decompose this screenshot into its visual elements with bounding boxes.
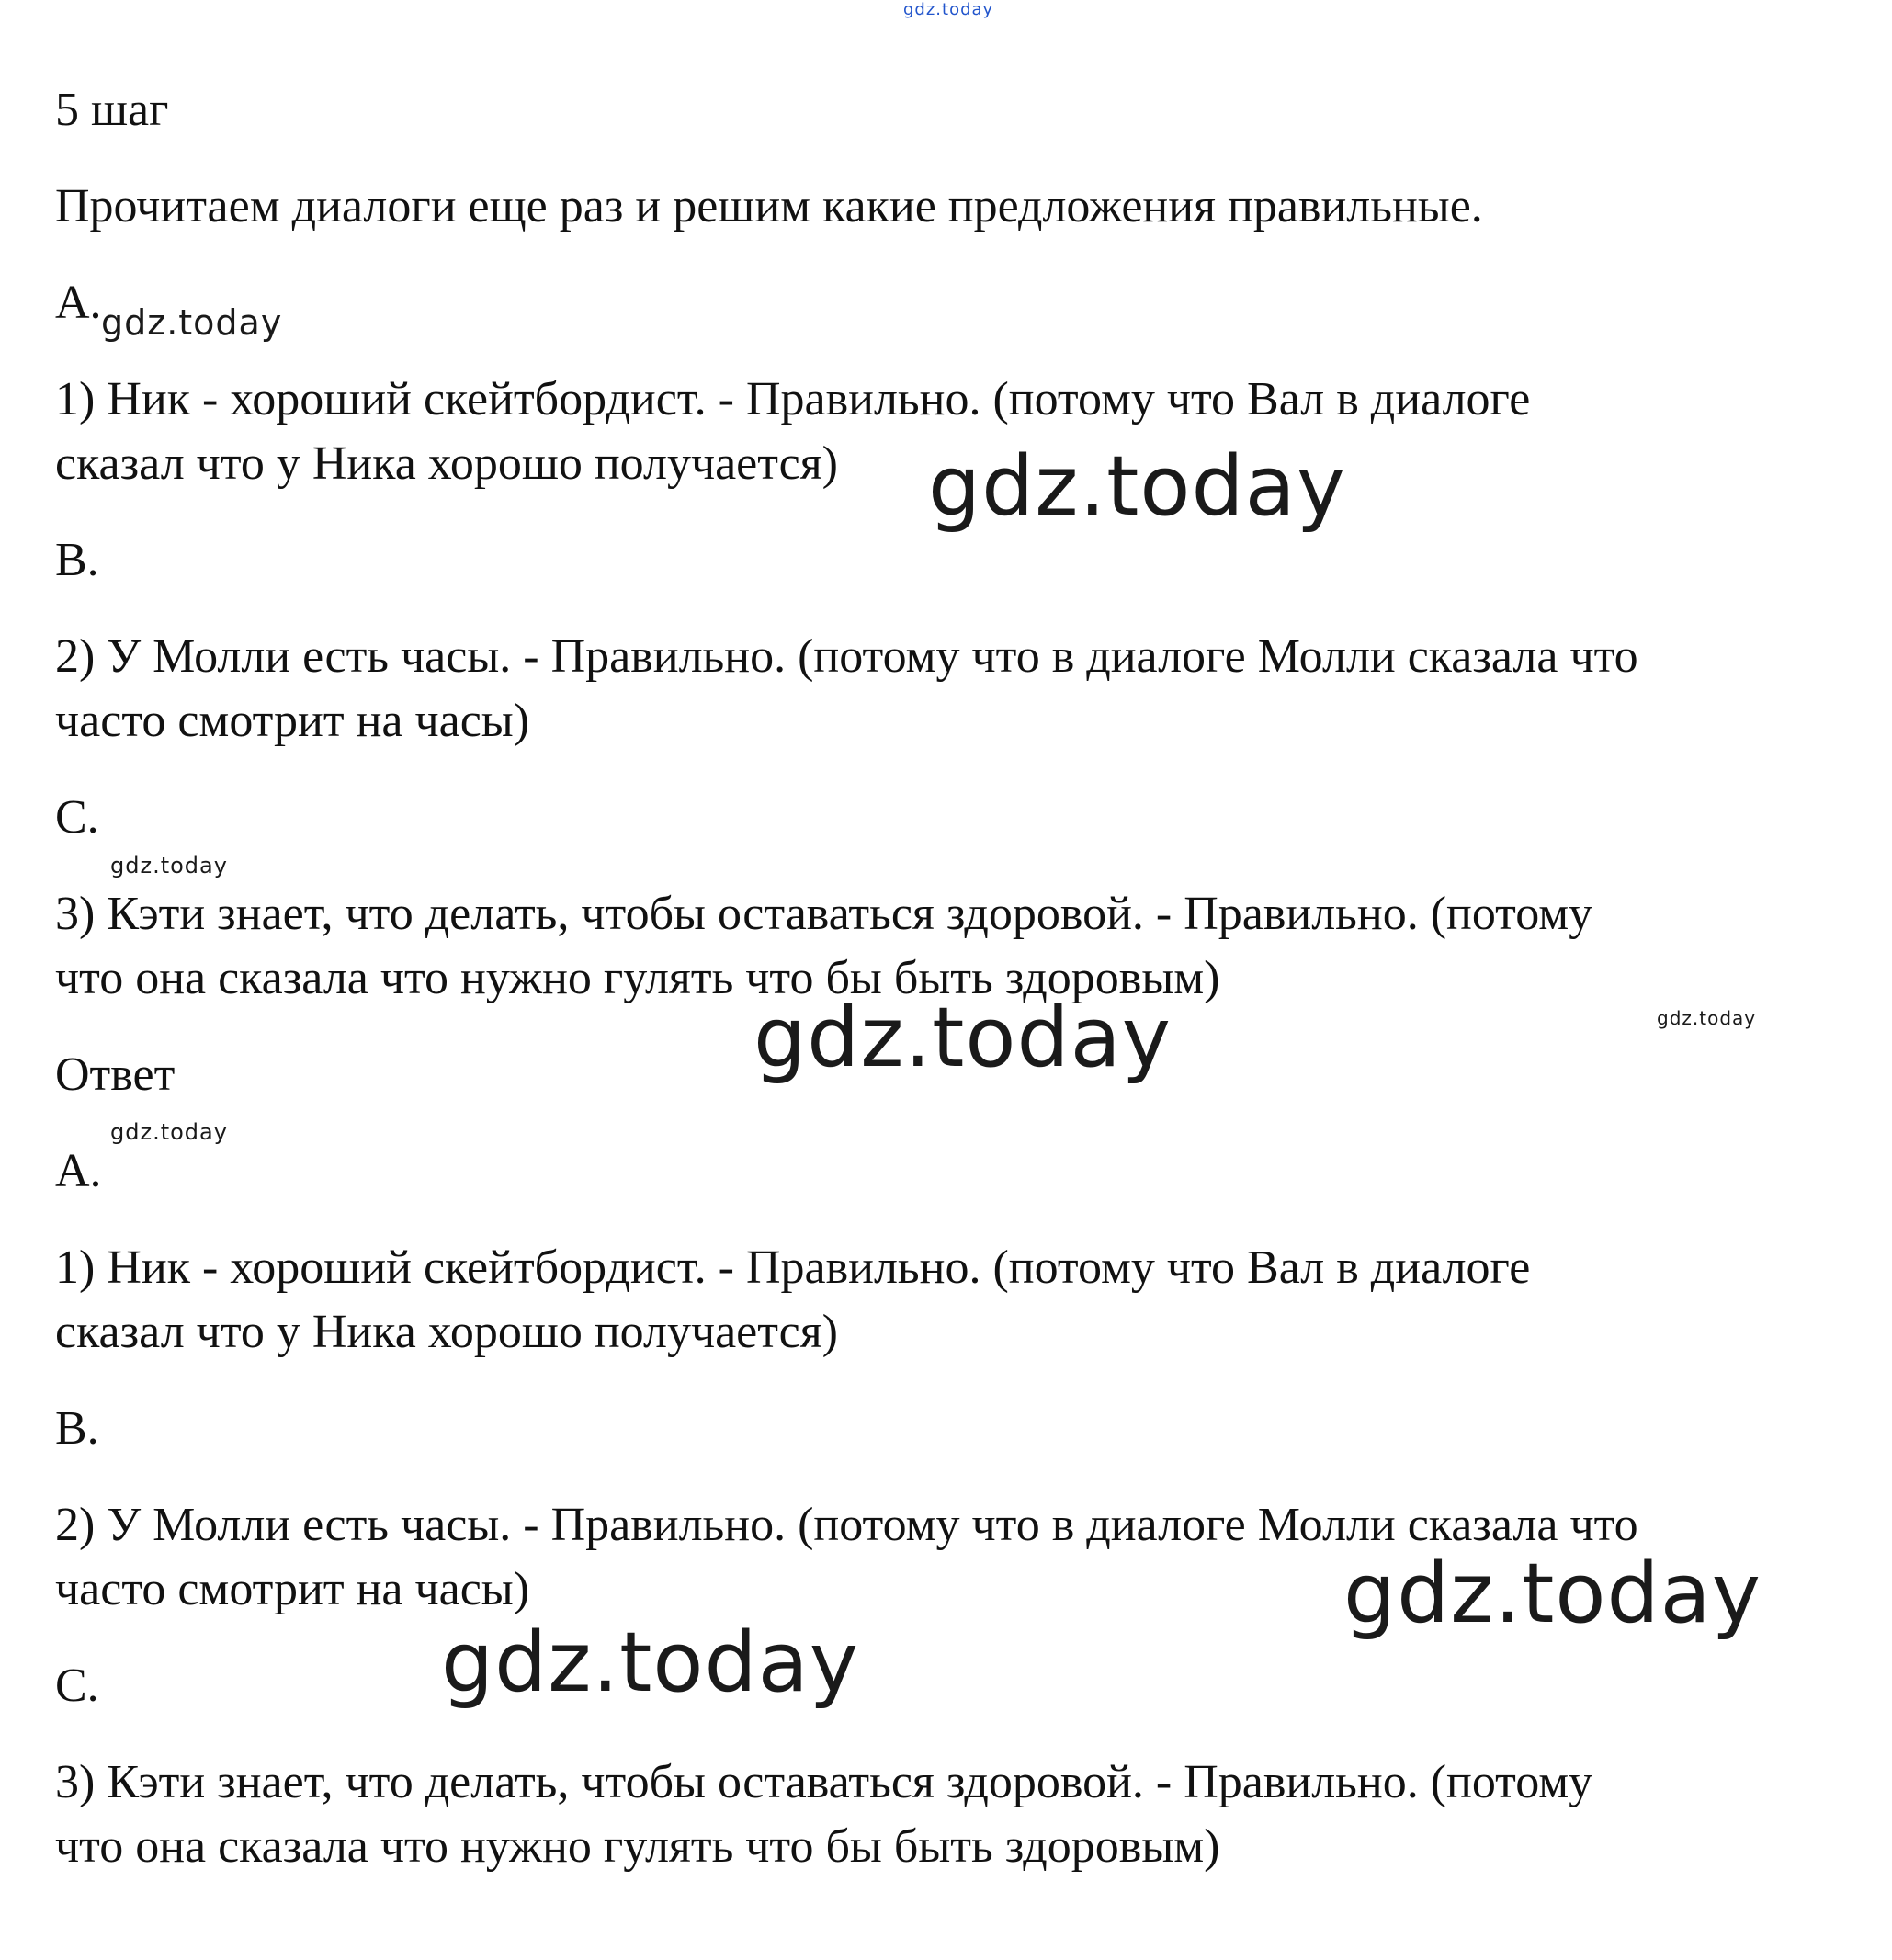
section-letter: C. <box>55 1660 99 1712</box>
section-letter: C. <box>55 791 99 844</box>
statement-line: что она сказала что нужно гулять что бы быть здоровым) <box>55 1820 1220 1873</box>
watermark-text: gdz.today <box>101 302 283 343</box>
statement-line: часто смотрит на часы) <box>55 1563 530 1615</box>
answer-heading: Ответ <box>55 1048 176 1101</box>
statement-line: часто смотрит на часы) <box>55 695 530 747</box>
watermark-text: gdz.today <box>1657 1007 1757 1029</box>
statement-line: сказал что у Ника хорошо получается) <box>55 437 838 490</box>
watermark-text: gdz.today <box>441 1614 860 1711</box>
step-title: 5 шаг <box>55 84 169 136</box>
instruction-text: Прочитаем диалоги еще раз и решим какие предложения правильные. <box>55 180 1483 232</box>
section-letter: A. <box>55 277 102 329</box>
watermark-text: gdz.today <box>1343 1546 1762 1642</box>
statement-line: 1) Ник - хороший скейтбордист. - Правильно. (потому что Вал в диалоге <box>55 373 1531 425</box>
watermark-text: gdz.today <box>928 438 1347 535</box>
statement-line: 3) Кэти знает, что делать, чтобы оставаться здоровой. - Правильно. (потому <box>55 1756 1593 1808</box>
watermark-text: gdz.today <box>110 1119 228 1145</box>
statement-line: 2) У Молли есть часы. - Правильно. (потому что в диалоге Молли сказала что <box>55 1499 1638 1551</box>
statement-line: что она сказала что нужно гулять что бы быть здоровым) <box>55 952 1220 1004</box>
watermark-text: gdz.today <box>110 853 228 878</box>
statement-line: 2) У Молли есть часы. - Правильно. (потому что в диалоге Молли сказала что <box>55 630 1638 683</box>
section-letter: A. <box>55 1145 102 1197</box>
statement-line: 1) Ник - хороший скейтбордист. - Правильно. (потому что Вал в диалоге <box>55 1241 1531 1294</box>
watermark-text: gdz.today <box>903 0 994 19</box>
statement-line: сказал что у Ника хорошо получается) <box>55 1306 838 1358</box>
watermark-text: gdz.today <box>753 990 1173 1086</box>
section-letter: B. <box>55 1402 99 1455</box>
section-letter: B. <box>55 534 99 586</box>
statement-line: 3) Кэти знает, что делать, чтобы оставаться здоровой. - Правильно. (потому <box>55 888 1593 940</box>
